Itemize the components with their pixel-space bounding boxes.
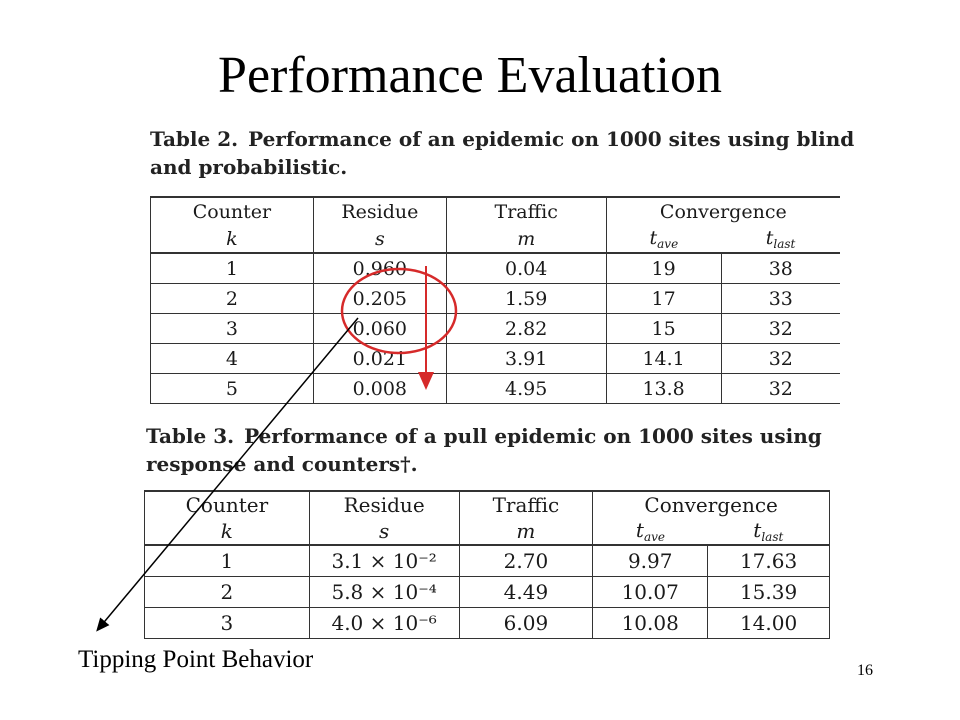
table-row: 3 4.0 × 10⁻⁶ 6.09 10.08 14.00 [145,608,830,639]
table3-subheader-tave: $t_{ave}$ [593,518,708,545]
table-row: 4 0.021 3.91 14.1 32 [151,344,841,374]
table2-subheader-k: k [151,225,314,253]
table2-caption-number: Table 2. [150,127,239,151]
table3-header-residue: Residue [309,491,459,518]
table2-header-convergence: Convergence [606,197,840,225]
table3-header-convergence: Convergence [593,491,830,518]
pointer-arrow [100,318,358,627]
table2-subheader-tave: $t_{ave}$ [606,225,721,253]
table-row: 1 3.1 × 10⁻² 2.70 9.97 17.63 [145,545,830,577]
table2-subheader-tlast: $t_{last}$ [721,225,840,253]
highlight-circle [342,269,456,353]
table3-caption-text: Performance of a pull epidemic on 1000 sites using response and counters†. [146,424,822,476]
table-row: 3 0.060 2.82 15 32 [151,314,841,344]
table3-subheader-k: k [145,518,310,545]
table2-header-residue: Residue [313,197,446,225]
table2-subheader-s: s [313,225,446,253]
table2-header-counter: Counter [151,197,314,225]
table2-header-traffic: Traffic [446,197,606,225]
table3-subheader-m: m [459,518,593,545]
table3-subheader-s: s [309,518,459,545]
tipping-point-label: Tipping Point Behavior [78,646,314,673]
table-row: 5 0.008 4.95 13.8 32 [151,374,841,404]
slide-title: Performance Evaluation [218,47,722,104]
table-row: 2 5.8 × 10⁻⁴ 4.49 10.07 15.39 [145,577,830,608]
page-number: 16 [857,662,873,679]
table3-header-traffic: Traffic [459,491,593,518]
table3-subheader-tlast: $t_{last}$ [708,518,830,545]
table3-caption-number: Table 3. [146,424,235,448]
table3-header-counter: Counter [145,491,310,518]
table2-caption-text: Performance of an epidemic on 1000 sites using blind and probabilistic. [150,127,855,179]
table2-subheader-m: m [446,225,606,253]
table-row: 2 0.205 1.59 17 33 [151,284,841,314]
table-row: 1 0.960 0.04 19 38 [151,253,841,284]
